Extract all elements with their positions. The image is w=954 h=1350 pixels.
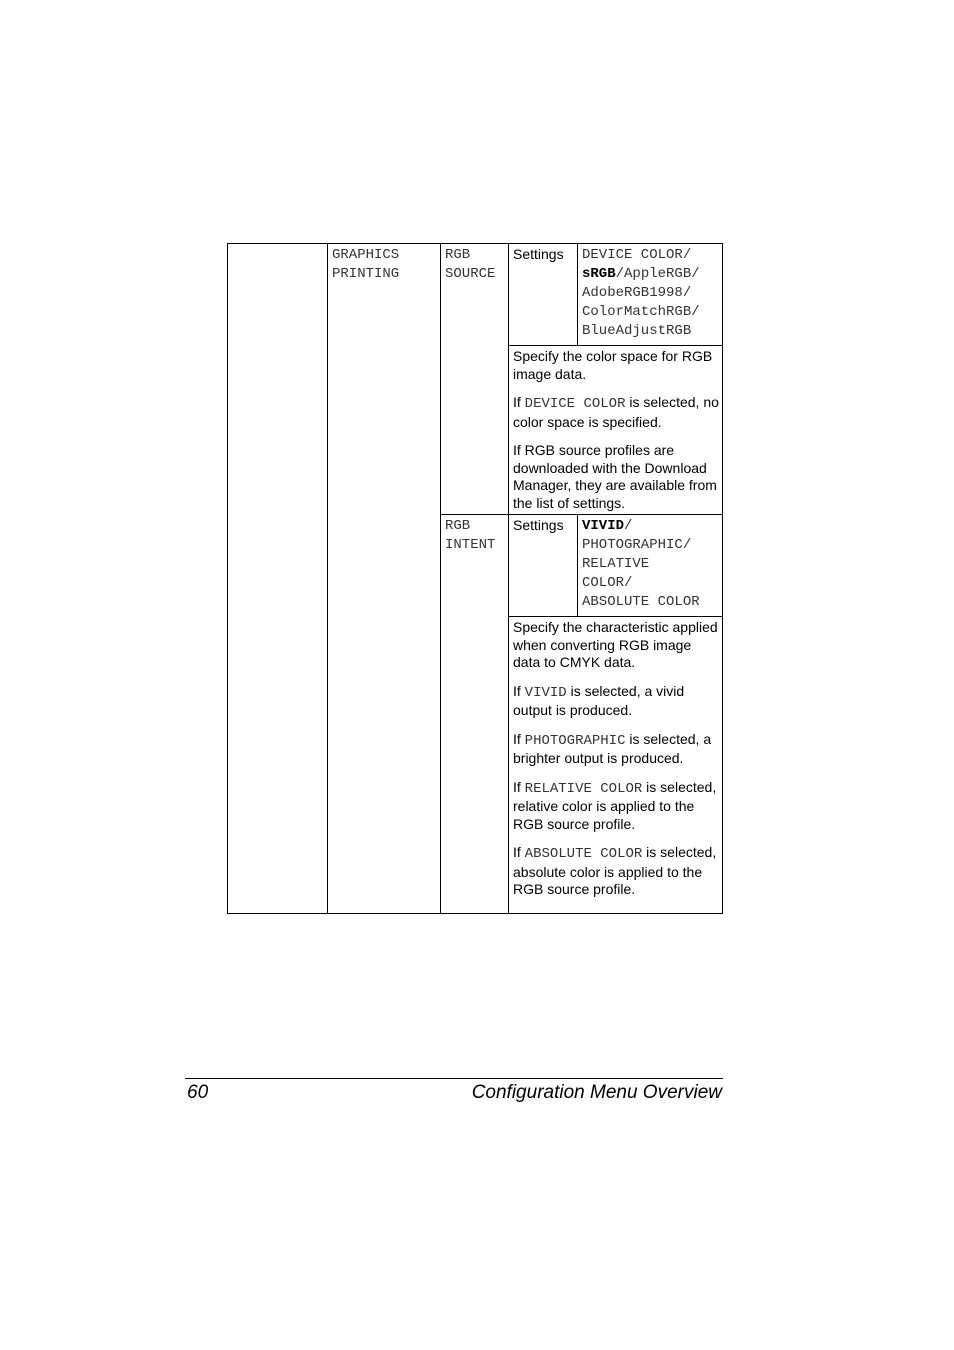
rgb-source-settings-label: Settings xyxy=(513,246,564,262)
rgb-source-desc-p2 xyxy=(513,394,721,431)
option-relative: RELATIVE xyxy=(582,556,650,572)
menu-rgb-intent xyxy=(445,517,507,555)
settings-divider-source xyxy=(577,243,578,346)
desc-if: If xyxy=(513,682,525,699)
settings-divider-intent xyxy=(577,514,578,617)
option-srgb-default: sRGB xyxy=(582,266,616,282)
desc-code-relative-color: RELATIVE COLOR xyxy=(524,780,643,797)
desc-if: If xyxy=(513,394,525,410)
menu-graphics-printing xyxy=(332,246,437,284)
menu-graphics-printing-line-2: PRINTING xyxy=(332,266,400,282)
row-divider-rgb-intent xyxy=(440,514,723,515)
rgb-intent-settings-label: Settings xyxy=(513,517,564,533)
option-relative-color: COLOR/ xyxy=(582,575,633,591)
rgb-intent-desc-p3 xyxy=(513,731,721,768)
col-divider-3 xyxy=(508,243,509,914)
option-vivid-default: VIVID xyxy=(582,518,625,534)
desc-rest: is selected, a brighter output is produced. xyxy=(513,730,712,766)
desc-rest: is selected, absolute color is applied to the RGB source profile. xyxy=(513,844,717,897)
desc-if: If xyxy=(513,730,525,747)
option-apple-rgb: /AppleRGB/ xyxy=(615,266,700,282)
desc-code-absolute-color: ABSOLUTE COLOR xyxy=(524,846,643,862)
rgb-source-options xyxy=(582,246,722,341)
rgb-intent-desc-p1: Specify the characteristic applied when converting RGB image data to CMYK data. xyxy=(513,619,718,670)
option-vivid xyxy=(582,517,722,536)
row-divider-intent-settings xyxy=(508,616,723,617)
desc-rest: is selected, no color space is specified. xyxy=(513,394,719,430)
menu-rgb-source xyxy=(445,246,507,284)
menu-rgb-source-line-2: SOURCE xyxy=(445,266,496,282)
option-blueadjust-rgb: BlueAdjustRGB xyxy=(582,323,692,339)
rgb-intent-desc-p4 xyxy=(513,779,721,834)
menu-rgb-intent-line-2: INTENT xyxy=(445,537,496,553)
page-number: 60 xyxy=(187,1082,209,1103)
menu-rgb-intent-line-1: RGB xyxy=(445,518,471,534)
menu-graphics-printing-line-1: GRAPHICS xyxy=(332,247,400,263)
desc-if: If xyxy=(513,778,525,795)
option-device-color: DEVICE COLOR/ xyxy=(582,247,692,263)
rgb-source-description xyxy=(513,348,721,512)
table-border-top xyxy=(227,243,723,244)
row-divider-source-settings xyxy=(508,345,723,346)
rgb-intent-description xyxy=(513,619,721,899)
desc-code-photographic: PHOTOGRAPHIC xyxy=(524,732,626,749)
option-photographic: PHOTOGRAPHIC/ xyxy=(582,537,692,553)
footer-title: Configuration Menu Overview xyxy=(471,1082,722,1103)
rgb-intent-options xyxy=(582,517,722,612)
menu-rgb-source-line-1: RGB xyxy=(445,247,471,263)
option-colormatch-rgb: ColorMatchRGB/ xyxy=(582,304,700,320)
rgb-source-desc-p1: Specify the color space for RGB image data. xyxy=(513,348,713,382)
desc-code-device-color: DEVICE COLOR xyxy=(524,396,626,412)
desc-rest: is selected, relative color is applied to the RGB source profile. xyxy=(513,778,717,832)
option-srgb-apple-rgb xyxy=(582,265,722,284)
option-absolute-color: ABSOLUTE COLOR xyxy=(582,594,700,610)
footer-rule xyxy=(185,1078,723,1079)
option-adobe-rgb: AdobeRGB1998/ xyxy=(582,285,692,301)
rgb-intent-desc-p5 xyxy=(513,844,721,899)
desc-if: If xyxy=(513,844,525,860)
option-vivid-slash: / xyxy=(624,518,633,534)
rgb-intent-desc-p2 xyxy=(513,683,721,720)
col-divider-2 xyxy=(440,243,441,914)
desc-rest: is selected, a vivid output is produced. xyxy=(513,682,685,718)
col-divider-1 xyxy=(327,243,328,914)
table-border-left xyxy=(227,243,228,914)
table-border-bottom xyxy=(227,913,723,914)
desc-code-vivid: VIVID xyxy=(524,684,567,701)
rgb-source-desc-p3: If RGB source profiles are downloaded with the Download Manager, they are available from the list of settings. xyxy=(513,442,717,511)
table-border-right xyxy=(722,243,723,914)
